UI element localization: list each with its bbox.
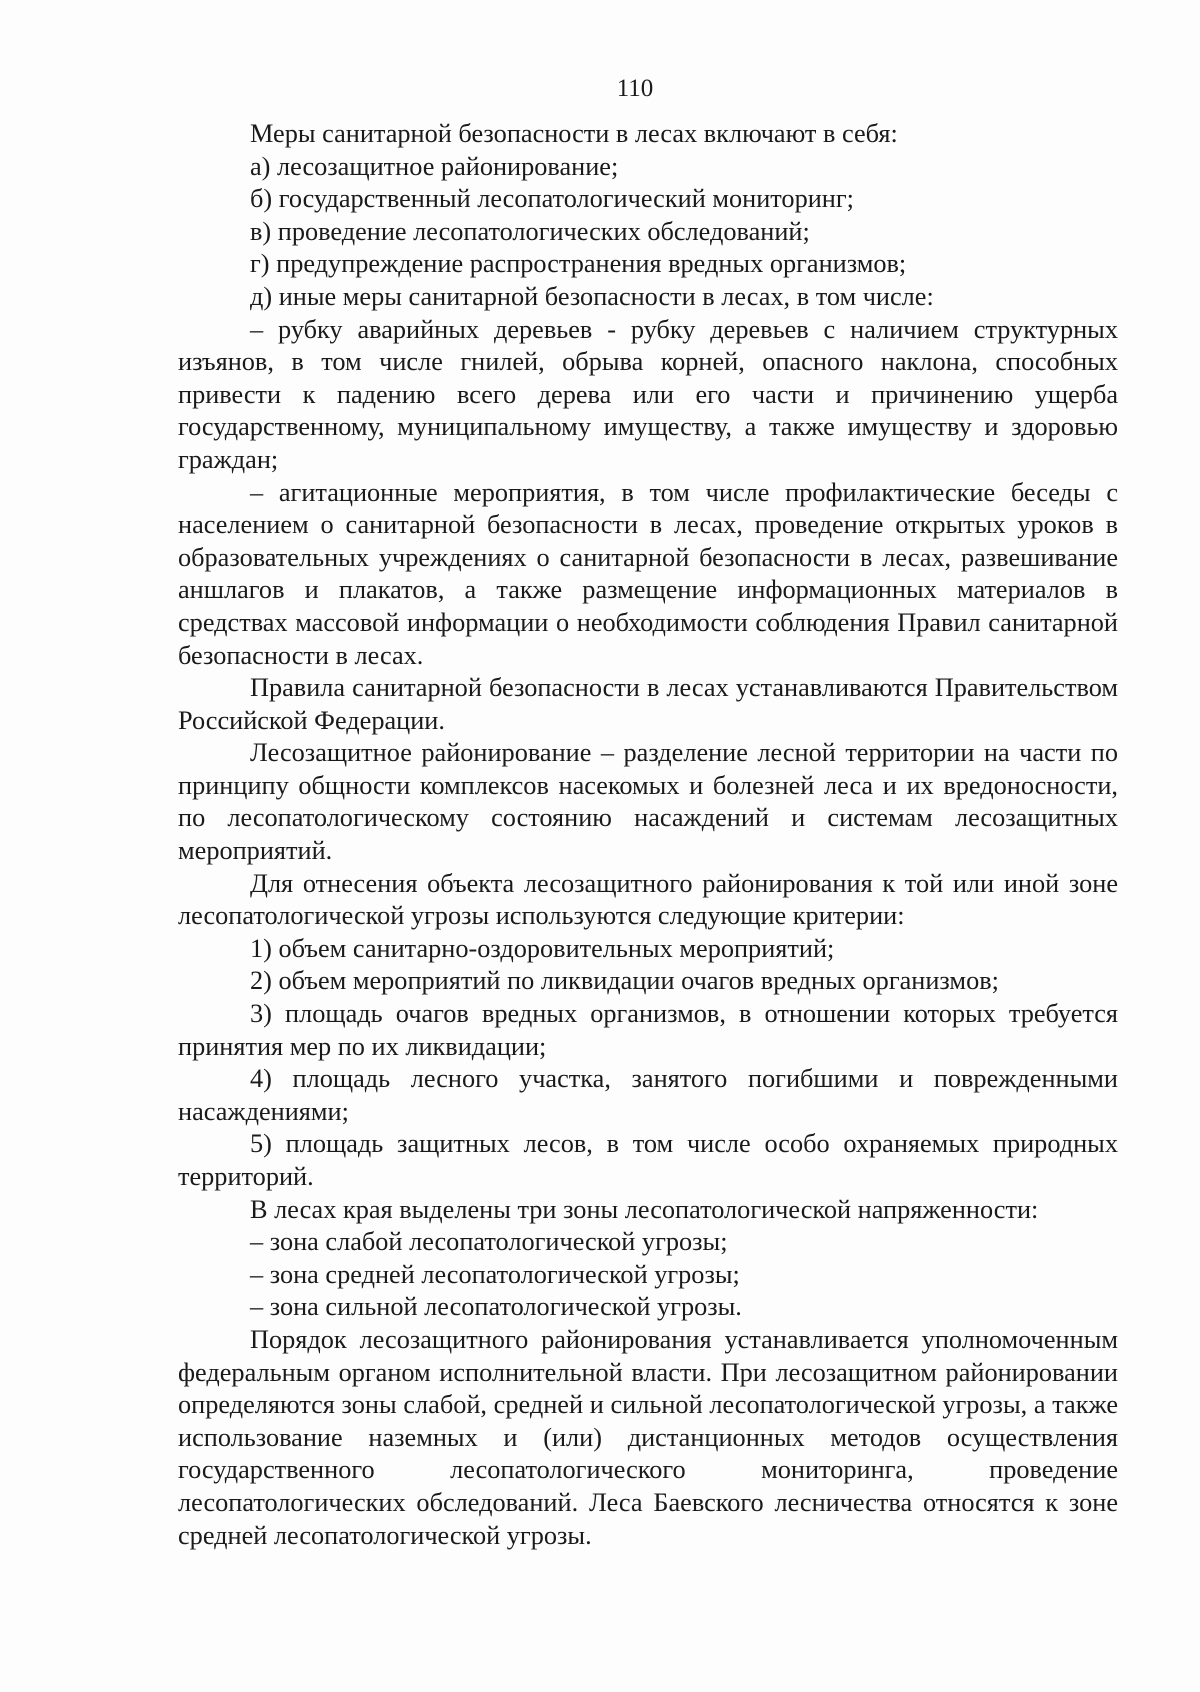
paragraph-zoning-order: Порядок лесозащитного районирования устанавливается уполномоченным федеральным органом исполнительной власти. При лесозащитном районировании определяются зоны слабой, средней и сильной лесопатологической угрозы, а также использование наземных и (или) дистанционных методов осуществления государственного лесопатологического мониторинга, проведение лесопатологических обследований. Леса Баевского лесничества относятся к зоне средней лесопатологической угрозы. — [178, 1324, 1118, 1550]
list-item-b: б) государственный лесопатологический мониторинг; — [250, 184, 854, 214]
paragraph-emergency-trees: – рубку аварийных деревьев - рубку деревьев с наличием структурных изъянов, в том числе гнилей, обрыва корней, опасного наклона, способных привести к падению всего дерева или его части и причинению ущерба государственному, муниципальному имуществу, а также имуществу и здоровью граждан; — [178, 314, 1118, 474]
page-number: 110 — [616, 75, 654, 102]
paragraph-rules: Правила санитарной безопасности в лесах устанавливаются Правительством Российской Федерации. — [178, 673, 1118, 735]
list-item-d: г) предупреждение распространения вредных организмов; — [250, 249, 907, 279]
list-item-e: д) иные меры санитарной безопасности в лесах, в том числе: — [250, 281, 934, 311]
criterion-1: 1) объем санитарно-оздоровительных мероприятий; — [250, 933, 835, 963]
criterion-5: 5) площадь защитных лесов, в том числе особо охраняемых природных территорий. — [178, 1129, 1118, 1191]
paragraph-criteria-intro: Для отнесения объекта лесозащитного районирования к той или иной зоне лесопатологической угрозы используются следующие критерии: — [178, 868, 1118, 931]
criterion-3: 3) площадь очагов вредных организмов, в отношении которых требуется принятия мер по их ликвидации; — [178, 999, 1118, 1061]
document-body — [178, 118, 1118, 1552]
paragraph-agitation: – агитационные мероприятия, в том числе профилактические беседы с населением о санитарной безопасности в лесах, проведение открытых уроков в образовательных учреждениях о санитарной безопасности в лесах, развешивание аншлагов и плакатов, а также размещение информационных материалов в средствах массовой информации о необходимости соблюдения Правил санитарной безопасности в лесах. — [178, 477, 1118, 670]
zone-weak: – зона слабой лесопатологической угрозы; — [250, 1227, 728, 1257]
list-item-a: а) лесозащитное районирование; — [250, 151, 619, 181]
criterion-4: 4) площадь лесного участка, занятого погибшими и поврежденными насаждениями; — [178, 1064, 1118, 1126]
paragraph-zoning-definition: Лесозащитное районирование – разделение лесной территории на части по принципу общности комплексов насекомых и болезней леса и их вредоносности, по лесопатологическому состоянию насаждений и системам лесозащитных мероприятий. — [178, 738, 1118, 866]
paragraph-intro: Меры санитарной безопасности в лесах включают в себя: — [250, 119, 898, 148]
criterion-2: 2) объем мероприятий по ликвидации очагов вредных организмов; — [250, 966, 999, 996]
zone-medium: – зона средней лесопатологической угрозы; — [250, 1259, 740, 1289]
paragraph-zones-intro: В лесах края выделены три зоны лесопатологической напряженности: — [250, 1194, 1039, 1224]
zone-strong: – зона сильной лесопатологической угрозы. — [250, 1292, 742, 1322]
list-item-c: в) проведение лесопатологических обследований; — [250, 216, 810, 246]
